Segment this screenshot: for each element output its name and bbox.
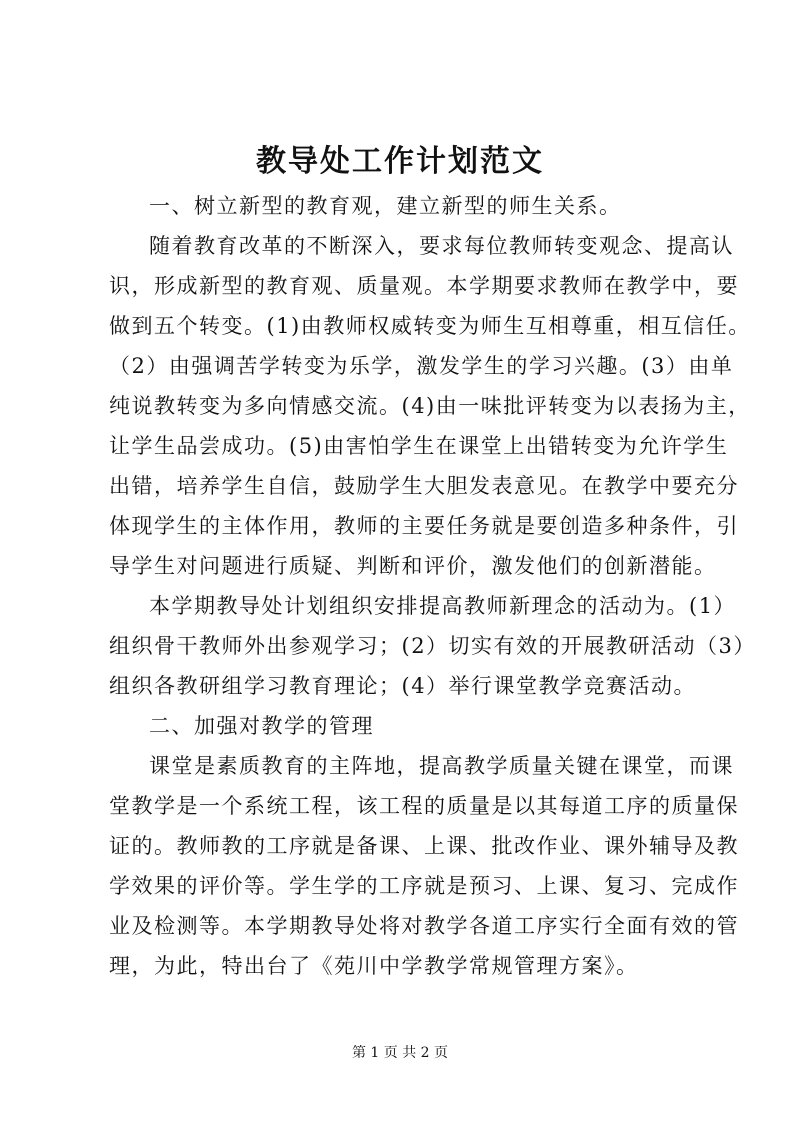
- section-heading-2: 二、加强对教学的管理: [149, 714, 374, 738]
- page-number-footer: 第 1 页 共 2 页: [351, 1045, 449, 1061]
- body-line: 组织骨干教师外出参观学习；(2）切实有效的开展教研活动（3）: [109, 634, 756, 658]
- body-line: （2）由强调苦学转变为乐学，激发学生的学习兴趣。(3）由单: [109, 354, 734, 378]
- body-line: 做到五个转变。(1)由教师权威转变为师生互相尊重，相互信任。: [109, 314, 751, 338]
- body-line: 组织各教研组学习教育理论；(4）举行课堂教学竞赛活动。: [109, 674, 697, 698]
- body-line: 纯说教转变为多向情感交流。(4)由一味批评转变为以表扬为主，: [109, 394, 751, 418]
- body-line: 让学生品尝成功。(5)由害怕学生在课堂上出错转变为允许学生: [109, 434, 729, 458]
- body-line: 证的。教师教的工序就是备课、上课、批改作业、课外辅导及教: [109, 834, 739, 858]
- body-line: 随着教育改革的不断深入，要求每位教师转变观念、提高认: [149, 234, 734, 258]
- body-line: 理，为此，特出台了《苑川中学教学常规管理方案》。: [109, 954, 639, 978]
- section-heading-1: 一、树立新型的教育观，建立新型的师生关系。: [149, 194, 622, 218]
- body-line: 体现学生的主体作用，教师的主要任务就是要创造多种条件，引: [109, 514, 739, 538]
- body-line: 学效果的评价等。学生学的工序就是预习、上课、复习、完成作: [109, 874, 739, 898]
- document-title: 教导处工作计划范文: [256, 144, 544, 179]
- body-line: 识，形成新型的教育观、质量观。本学期要求教师在教学中，要: [109, 274, 739, 298]
- body-line: 出错，培养学生自信，鼓励学生大胆发表意见。在教学中要充分: [109, 474, 739, 498]
- body-line: 业及检测等。本学期教导处将对教学各道工序实行全面有效的管: [109, 914, 739, 938]
- body-line: 堂教学是一个系统工程，该工程的质量是以其每道工序的质量保: [109, 794, 739, 818]
- body-line: 本学期教导处计划组织安排提高教师新理念的活动为。(1）: [149, 594, 737, 618]
- body-line: 课堂是素质教育的主阵地，提高教学质量关键在课堂，而课: [149, 754, 734, 778]
- body-line: 导学生对问题进行质疑、判断和评价，激发他们的创新潜能。: [109, 554, 717, 578]
